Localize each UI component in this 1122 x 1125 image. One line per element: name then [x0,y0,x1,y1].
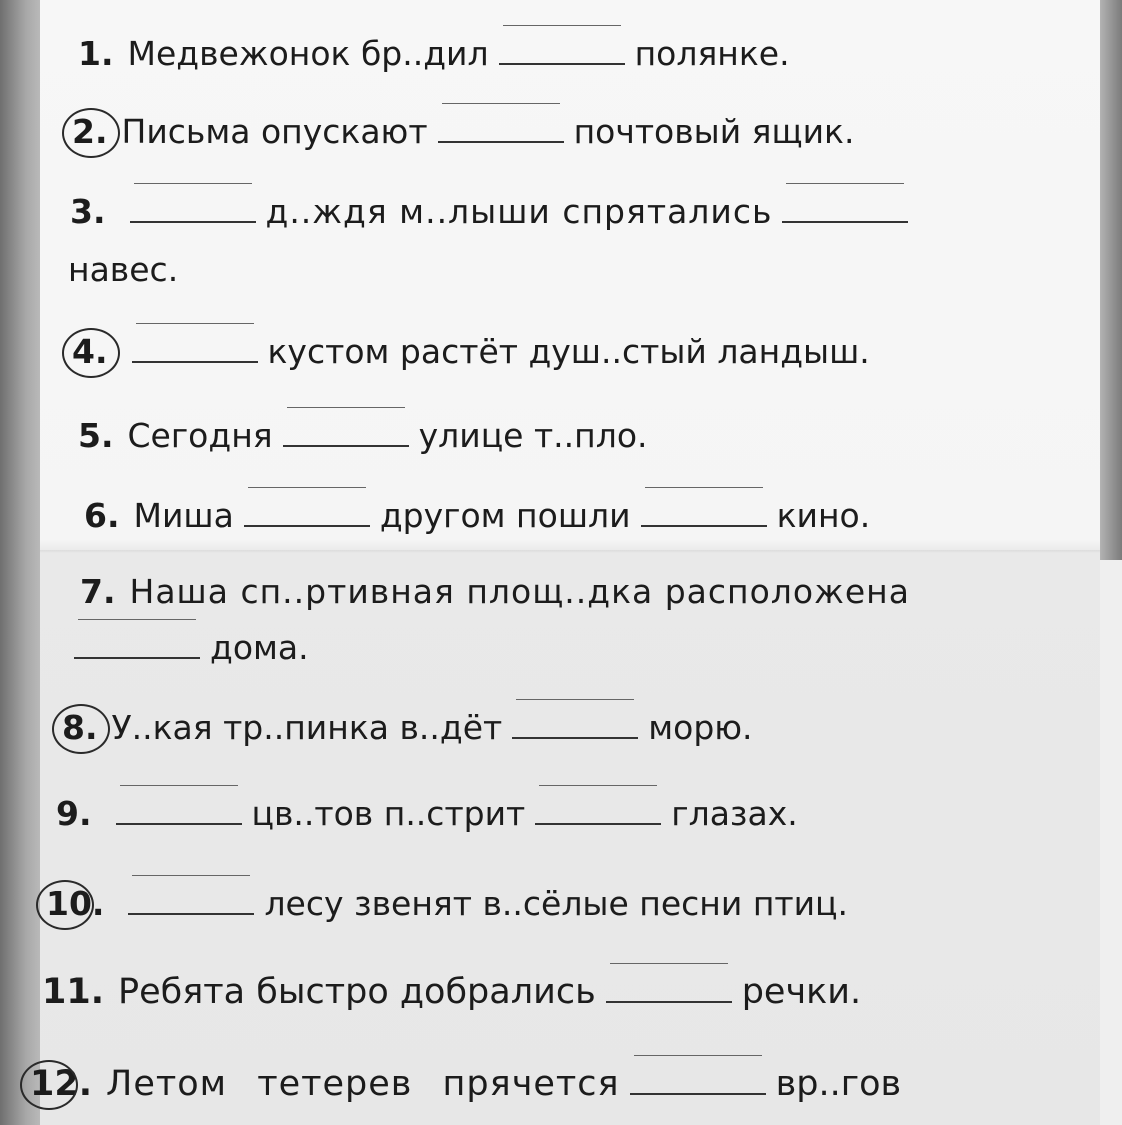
sentence-text: морю. [648,708,753,747]
answer-blank[interactable] [132,343,258,363]
sentence-text: почтовый ящик. [573,112,855,151]
sentence-text: улице т..пло. [418,416,648,455]
sentence-text: Летом тетерев прячется [106,1064,620,1104]
sentence-text: навес. [68,250,179,289]
sentence-3 [70,192,918,232]
sentence-text: кино. [776,496,871,535]
answer-blank[interactable] [535,805,661,825]
sentence-text: Сегодня [127,416,273,455]
sentence-text: лесу звенят в..сёлые песни птиц. [264,884,849,923]
sentence-text: другом пошли [379,496,631,535]
answer-blank[interactable] [283,427,409,447]
sentence-text: Миша [133,496,234,535]
answer-blank[interactable] [438,123,564,143]
answer-blank[interactable] [782,203,908,223]
sentence-text: Письма опускают [121,112,428,151]
answer-blank[interactable] [244,507,370,527]
sentence-text: У..кая тр..пинка в..дёт [111,708,503,747]
sentence-3-continuation [68,250,178,290]
sentence-text: д..ждя м..лыши спрятались [265,192,773,231]
paper-fold [40,550,1100,553]
answer-blank[interactable] [641,507,767,527]
sentence-11 [42,972,861,1012]
sentence-text: Наша сп..ртивная площ..дка расположена [129,572,910,611]
sentence-8 [62,708,753,748]
sentence-text: полянке. [634,34,790,73]
sentence-2 [72,112,854,152]
sentence-7 [80,572,910,612]
sentence-number-circled: 12. [30,1064,93,1104]
sentence-5 [78,416,648,456]
sentence-text: Медвежонок бр..дил [127,34,489,73]
answer-blank[interactable] [630,1075,766,1095]
sentence-9 [56,794,798,834]
sentence-6 [84,496,870,536]
sentence-number: 9. [56,794,92,833]
sentence-text: цв..тов п..стрит [251,794,526,833]
sentence-number-circled: 10. [46,884,105,923]
sentence-text: глазах. [671,794,798,833]
answer-blank[interactable] [128,895,254,915]
answer-blank[interactable] [74,639,200,659]
sentence-text: вр..гов [775,1064,902,1104]
sentence-number: 5. [78,416,114,455]
sentence-text: кустом растёт душ..стый ландыш. [267,332,870,371]
sentence-1 [78,34,790,74]
answer-blank[interactable] [116,805,242,825]
sentence-number-circled: 8. [62,708,98,747]
answer-blank[interactable] [512,719,638,739]
sentence-4 [72,332,870,372]
sentence-number: 6. [84,496,120,535]
sentence-number: 1. [78,34,114,73]
answer-blank[interactable] [499,45,625,65]
sentence-text: дома. [210,628,309,667]
sentence-text: Ребята быстро добрались [118,972,596,1012]
sentence-number: 7. [80,572,116,611]
sentence-number: 11. [42,972,105,1012]
sentence-number-circled: 2. [72,112,108,151]
sentence-text: речки. [741,972,862,1012]
sentence-10 [46,884,848,924]
answer-blank[interactable] [130,203,256,223]
answer-blank[interactable] [606,983,732,1003]
sentence-number: 3. [70,192,106,231]
worksheet-page [40,0,1100,1125]
sentence-7-continuation [64,628,309,668]
sentence-12 [30,1064,901,1104]
sentence-number-circled: 4. [72,332,108,371]
